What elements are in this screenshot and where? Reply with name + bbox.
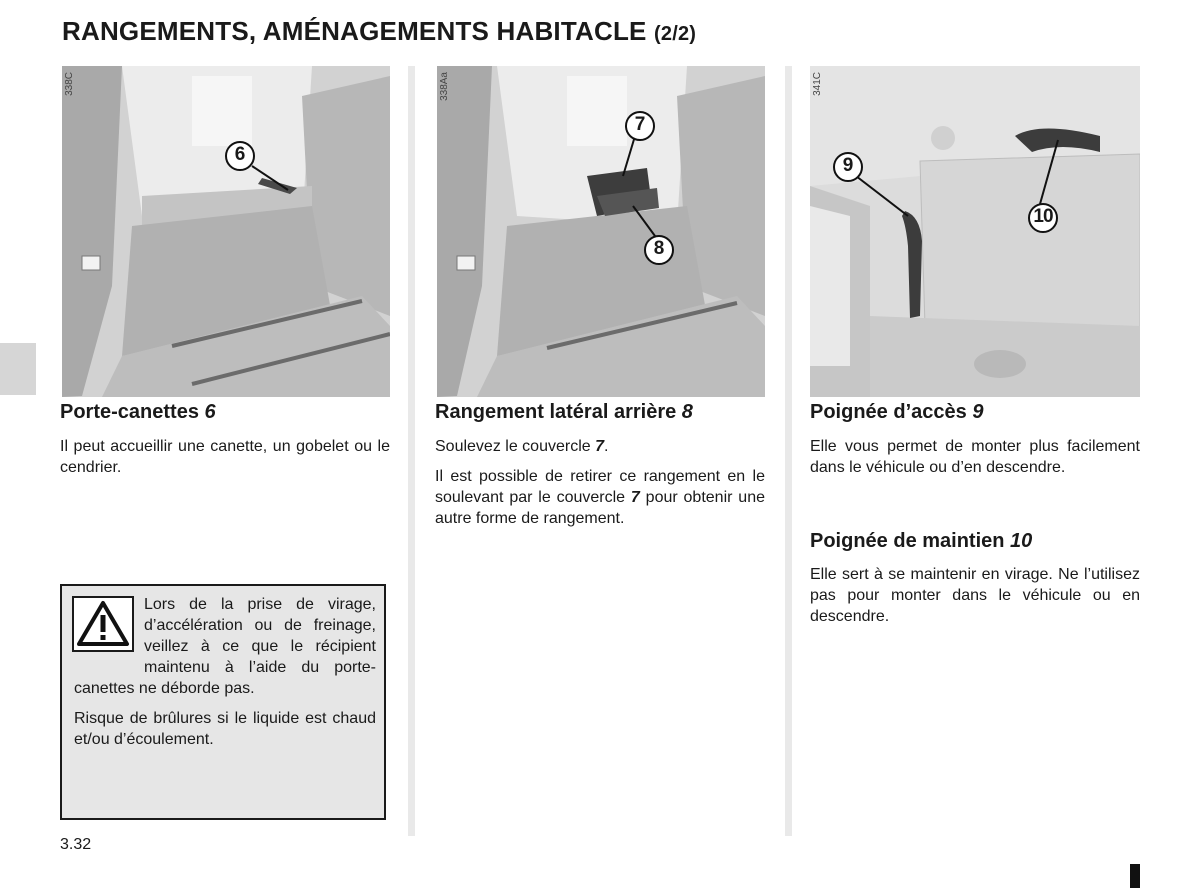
page-number: 3.32 — [60, 836, 92, 853]
poignee-maintien-text: Elle sert à se maintenir en virage. Ne l’utilisez pas pour monter dans le véhicule ou en descendre. — [810, 566, 1140, 625]
warning-box — [60, 584, 386, 820]
callout-9: 9 — [842, 155, 854, 176]
rangement-lateral-p2 — [435, 466, 765, 529]
warning-text-2: Risque de brûlures si le liquide est chaud et/ou d’écoulement. — [74, 710, 376, 748]
page-title-suffix: (2/2) — [654, 23, 697, 45]
figure-rangement-lateral — [437, 66, 765, 397]
page-title-text: RANGEMENTS, AMÉNAGEMENTS HABITACLE — [62, 16, 647, 46]
warning-text-1-content: Lors de la prise de virage, d’accélération ou de freinage, veillez à ce que le récipient maintenu à l’aide du porte-canettes ne déborde pas. — [74, 596, 376, 697]
figure-ref-341C: 341C — [812, 72, 823, 96]
section-title-porte-canettes — [60, 401, 216, 424]
text-run: Il est possible de retirer ce rangement en le soulevant par le couvercle — [435, 468, 765, 506]
text-run: pour obtenir une autre forme de rangement. — [435, 489, 765, 527]
text-run: . — [604, 438, 609, 455]
corner-mark — [1130, 864, 1140, 888]
porte-canettes-text: Il peut accueillir une canette, un gobelet ou le cendrier. — [60, 438, 390, 476]
section-title-poignee-acces — [810, 401, 983, 424]
icon-spacer — [74, 594, 144, 676]
section-title-number: 9 — [972, 401, 984, 423]
callout-10: 10 — [1033, 206, 1053, 227]
column-divider-2 — [785, 66, 792, 836]
figure-porte-canettes — [62, 66, 390, 397]
chapter-side-tab — [0, 343, 36, 395]
section-title-text: Poignée d’accès — [810, 401, 967, 423]
figure-ref-338C: 338C — [64, 72, 75, 96]
page-title — [62, 16, 696, 47]
figure-ref-338Aa: 338Aa — [439, 72, 450, 101]
callout-7: 7 — [634, 114, 646, 135]
callout-6: 6 — [234, 144, 246, 165]
section-title-text: Porte-canettes — [60, 401, 199, 423]
section-title-number: 8 — [681, 401, 693, 423]
section-title-poignee-maintien — [810, 530, 1032, 553]
section-title-number: 10 — [1010, 530, 1033, 552]
text-run-number: 7 — [595, 438, 604, 455]
callout-overlay — [437, 66, 765, 397]
figure-poignees — [810, 66, 1140, 397]
column-divider-1 — [408, 66, 415, 836]
callout-8: 8 — [653, 238, 665, 259]
section-title-text: Poignée de maintien — [810, 530, 1005, 552]
text-run-number: 7 — [630, 489, 640, 506]
poignee-acces-text: Elle vous permet de monter plus facilement dans le véhicule ou d’en descendre. — [810, 438, 1140, 476]
rangement-lateral-p1 — [435, 436, 765, 457]
section-title-rangement-lateral — [435, 401, 693, 424]
section-title-number: 6 — [204, 401, 216, 423]
callout-overlay — [810, 66, 1140, 397]
warning-text-1 — [74, 594, 376, 699]
callout-overlay — [62, 66, 390, 397]
section-title-text: Rangement latéral arrière — [435, 401, 677, 423]
text-run: Soulevez le couvercle — [435, 438, 596, 455]
